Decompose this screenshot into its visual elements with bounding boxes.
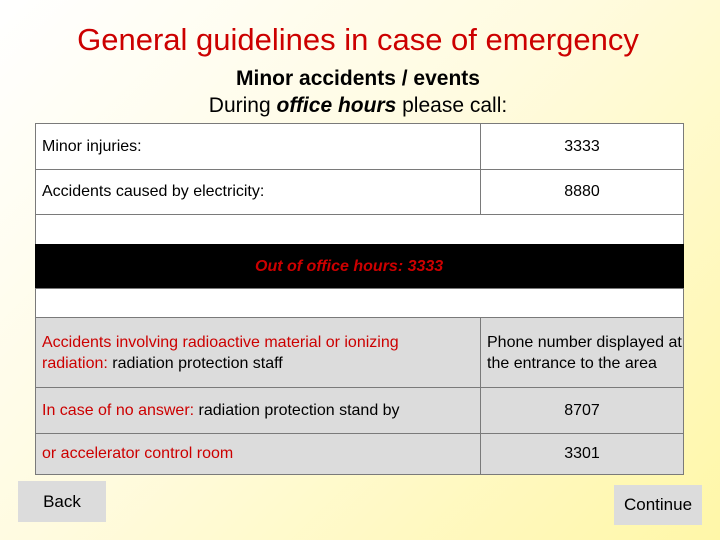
radiation-label-red: Accidents involving radioactive material or ionizing radiation: [42,333,399,372]
spacer-row [35,214,684,245]
instruction-suffix: please call: [396,94,508,117]
electricity-accidents-number: 8880 [480,169,684,215]
electricity-accidents-label: Accidents caused by electricity: [35,169,481,215]
minor-injuries-label: Minor injuries: [35,123,481,170]
no-answer-number: 8707 [480,387,684,434]
control-room-number: 3301 [480,433,684,475]
out-of-hours-banner [35,244,684,289]
continue-button[interactable]: Continue [614,485,702,525]
office-hours-instruction [0,93,716,119]
back-button[interactable]: Back [18,481,106,522]
radiation-label-rest: radiation protection staff [107,354,283,372]
no-answer-label-red: In case of no answer: [42,401,195,419]
page-title: General guidelines in case of emergency [77,22,639,57]
no-answer-label-rest: radiation protection stand by [194,401,400,419]
no-answer-label [35,387,481,434]
instruction-prefix: During [208,94,277,117]
section-subtitle: Minor accidents / events [236,67,480,90]
instruction-emphasis: office hours [276,94,397,117]
control-room-label [35,433,481,475]
radiation-number-info: Phone number displayed at the entrance to the area [480,317,684,388]
spacer-row [35,288,684,318]
control-room-label-red: or accelerator control room [42,445,234,462]
minor-injuries-number: 3333 [480,123,684,170]
radiation-accidents-label [35,317,481,388]
out-of-hours-text: Out of office hours: 3333 [255,257,444,275]
